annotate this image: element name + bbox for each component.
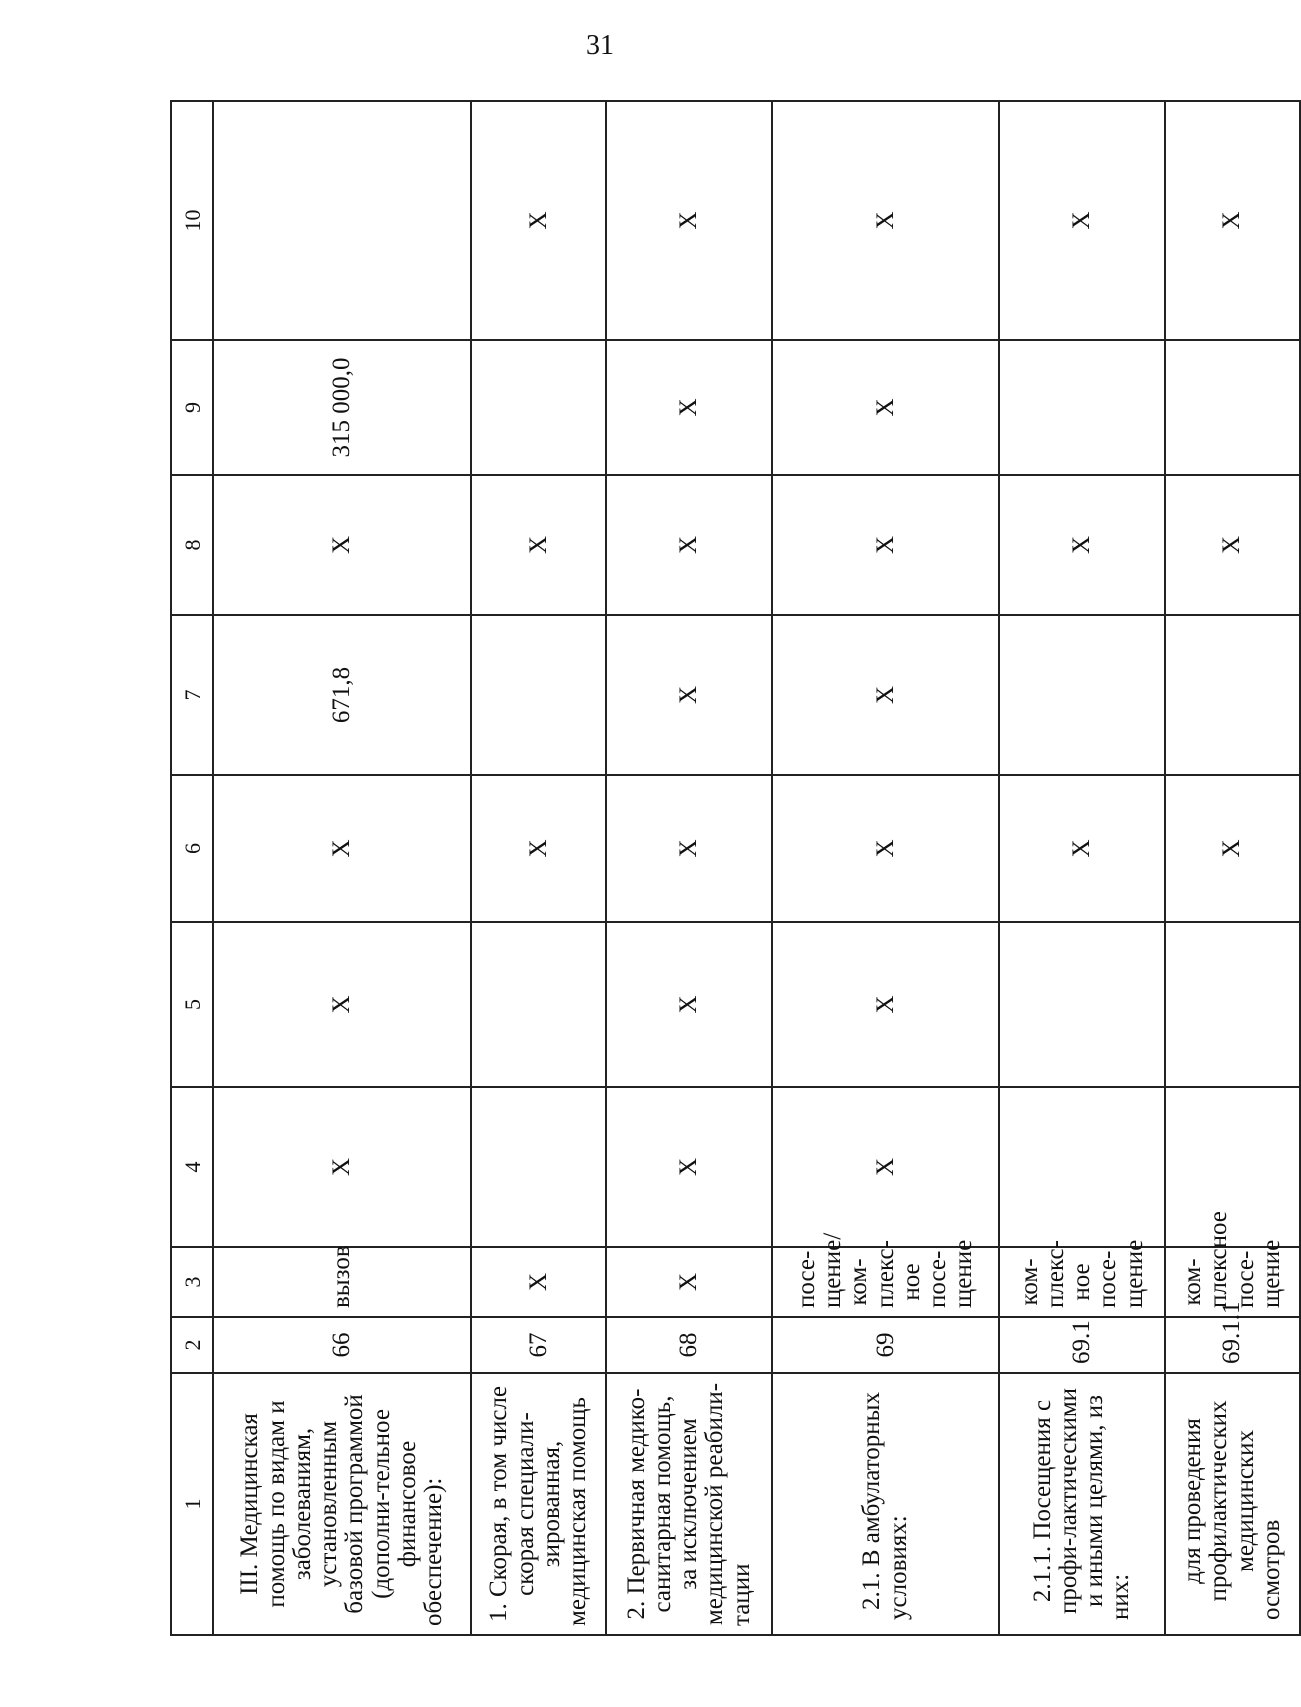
row-number-cell: 69.1.1 — [1165, 1317, 1300, 1373]
value-cell: Х — [213, 922, 471, 1087]
value-cell: 315 000,0 — [213, 340, 471, 475]
data-table — [170, 100, 1301, 1636]
row-number-cell: 67 — [471, 1317, 606, 1373]
row-name-cell: 2. Первичная медико-санитарная помощь, за исключением медицинской реабили-тации — [606, 1373, 772, 1635]
unit-cell: ком-плексное посе-щение — [1165, 1247, 1300, 1317]
unit-cell: посе-щение/ ком-плекс-ное посе-щение — [772, 1247, 999, 1317]
row-number-cell: 69 — [772, 1317, 999, 1373]
header-cell: 2 — [171, 1317, 213, 1373]
value-cell: Х — [772, 615, 999, 775]
value-cell: Х — [999, 775, 1165, 922]
value-cell: Х — [606, 775, 772, 922]
unit-cell: ком-плекс-ное посе-щение — [999, 1247, 1165, 1317]
page-number: 31 — [586, 30, 614, 61]
value-cell: Х — [606, 615, 772, 775]
value-cell: Х — [213, 1087, 471, 1247]
unit-cell: вызов — [213, 1247, 471, 1317]
value-cell: Х — [471, 775, 606, 922]
value-cell: Х — [606, 922, 772, 1087]
value-cell — [471, 1087, 606, 1247]
header-cell: 8 — [171, 475, 213, 615]
value-cell: Х — [772, 475, 999, 615]
value-cell: Х — [772, 775, 999, 922]
header-cell: 1 — [171, 1373, 213, 1635]
value-cell — [1165, 922, 1300, 1087]
value-cell: Х — [471, 101, 606, 340]
value-cell: Х — [606, 475, 772, 615]
row-name-cell: для проведения профилактических медицинских осмотров — [1165, 1373, 1300, 1635]
value-cell: Х — [606, 101, 772, 340]
row-number-cell: 69.1 — [999, 1317, 1165, 1373]
value-cell — [999, 340, 1165, 475]
value-cell: Х — [772, 340, 999, 475]
header-cell: 7 — [171, 615, 213, 775]
value-cell: Х — [606, 340, 772, 475]
value-cell — [1165, 1087, 1300, 1247]
value-cell — [999, 615, 1165, 775]
header-cell: 3 — [171, 1247, 213, 1317]
row-name-cell: 1. Скорая, в том числе скорая специали-зированная, медицинская помощь — [471, 1373, 606, 1635]
row-name-cell: III. Медицинская помощь по видам и заболеваниям, установленным базовой программой (дополни-тельное финансовое обеспечение): — [213, 1373, 471, 1635]
header-cell: 4 — [171, 1087, 213, 1247]
header-row — [171, 101, 213, 1635]
value-cell: Х — [772, 922, 999, 1087]
value-cell: Х — [772, 101, 999, 340]
value-cell — [213, 101, 471, 340]
value-cell: Х — [1165, 475, 1300, 615]
value-cell: Х — [999, 101, 1165, 340]
value-cell: Х — [1165, 101, 1300, 340]
value-cell — [999, 1087, 1165, 1247]
table-row — [772, 101, 999, 1635]
value-cell — [999, 922, 1165, 1087]
table-row — [471, 101, 606, 1635]
table-row — [606, 101, 772, 1635]
value-cell: Х — [213, 475, 471, 615]
header-cell: 5 — [171, 922, 213, 1087]
value-cell: Х — [213, 775, 471, 922]
value-cell: Х — [1165, 775, 1300, 922]
value-cell: Х — [999, 475, 1165, 615]
row-name-cell: 2.1.1. Посещения с профи-лактическими и иными целями, из них: — [999, 1373, 1165, 1635]
value-cell: Х — [471, 475, 606, 615]
value-cell — [471, 922, 606, 1087]
row-number-cell: 68 — [606, 1317, 772, 1373]
table-row — [999, 101, 1165, 1635]
row-number-cell: 66 — [213, 1317, 471, 1373]
unit-cell: Х — [471, 1247, 606, 1317]
value-cell — [1165, 340, 1300, 475]
header-cell: 6 — [171, 775, 213, 922]
table-row — [1165, 101, 1300, 1635]
table-row — [213, 101, 471, 1635]
rotated-table-container — [170, 102, 1301, 1636]
unit-cell: Х — [606, 1247, 772, 1317]
value-cell — [471, 340, 606, 475]
row-name-cell: 2.1. В амбулаторных условиях: — [772, 1373, 999, 1635]
header-cell: 9 — [171, 340, 213, 475]
header-cell: 10 — [171, 101, 213, 340]
value-cell — [471, 615, 606, 775]
value-cell: 671,8 — [213, 615, 471, 775]
value-cell: Х — [772, 1087, 999, 1247]
value-cell: Х — [606, 1087, 772, 1247]
value-cell — [1165, 615, 1300, 775]
